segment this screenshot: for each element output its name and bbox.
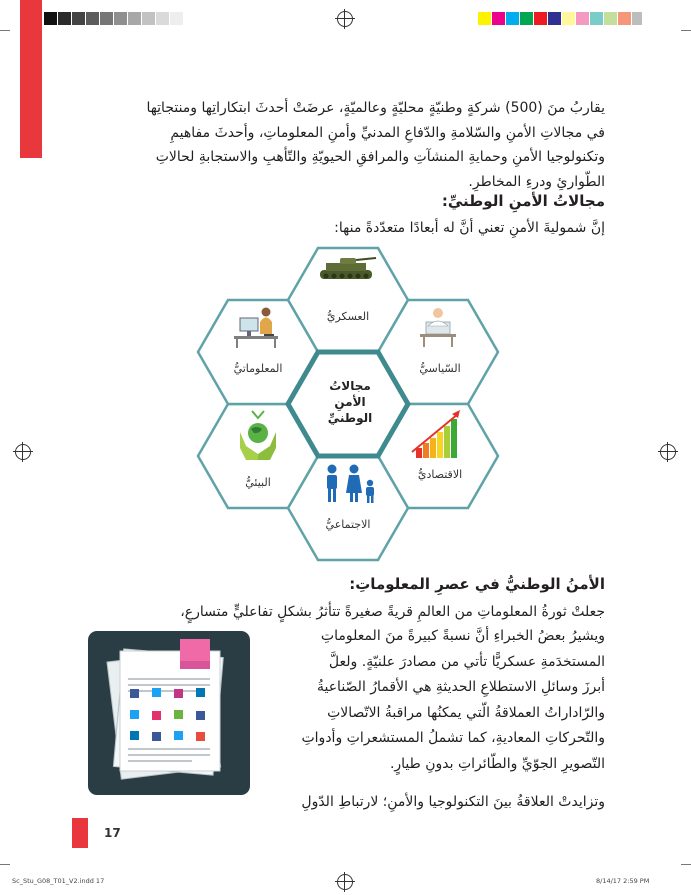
- relation-line: وتزايدتْ العلاقةُ بينَ التكنولوجيا والأمنِ؛ لارتباطِ الدّولِ: [301, 794, 605, 810]
- page-number-accent: [72, 818, 88, 848]
- text-line: والرّاداراتُ العملاقةُ الّتي يمكنُها مراقبةُ الاتّصالاتِ: [327, 704, 605, 721]
- info-age-first-line: جعلتْ ثورةُ المعلوماتِ من العالمِ قريةً صغيرةً تتأثرُ بشكلٍ تفاعليٍّ متسارعٍ،: [180, 604, 605, 620]
- print-slug-datetime: 8/14/17 2:59 PM: [596, 877, 650, 885]
- text-line: ويشيرُ بعضُ الخبراءِ أنَّ نسبةً كبيرةً منَ المعلوماتِ: [320, 628, 605, 644]
- section-heading-domains: مجالاتُ الأمنِ الوطنيِّ:: [441, 192, 605, 210]
- label-military: العسكريُّ: [326, 310, 370, 323]
- info-age-paragraph: [265, 624, 605, 777]
- center-title-line: مجالاتُ: [329, 379, 371, 393]
- text-line: يقاربُ منَ (500) شركةٍ وطنيّةٍ محليّةٍ وعالميّةٍ، عرضَتْ أحدثَ ابتكاراتِها ومنتجاتِها: [146, 100, 605, 116]
- page-number: 17: [104, 826, 121, 840]
- social-media-documents-illustration: [88, 631, 250, 795]
- label-political: السّياسيُّ: [419, 362, 461, 375]
- text-line: التّصويرِ الجوّيِّ والطّائراتِ بدونِ طيارٍ.: [389, 755, 605, 772]
- text-line: أبرزَ وسائلِ الاستطلاعِ الحديثةِ هي الأقمارُ الصّناعيةُ: [316, 679, 605, 695]
- print-slug-file: Sc_Stu_G08_T01_V2.indd 17: [12, 877, 105, 885]
- label-economic: الاقتصاديُّ: [417, 468, 463, 481]
- text-line: والتّحركاتِ المعاديةِ، كما تشملُ المستشعراتِ وأدواتِ: [301, 730, 605, 746]
- section-heading-info-age: الأمنُ الوطنيُّ في عصرِ المعلوماتِ:: [349, 575, 605, 593]
- center-title-line: الأمنِ: [334, 395, 366, 409]
- text-line: الطّوارئِ ودرءِ المخاطرِ.: [468, 173, 605, 190]
- label-social: الاجتماعيُّ: [325, 518, 371, 531]
- text-line: وتكنولوجيا الأمنِ وحمايةِ المنشآتِ والمرافقِ الحيويّةِ والتّأهبِ والاستجابةِ لحالاتِ: [155, 149, 605, 165]
- label-environmental: البيئيُّ: [245, 476, 271, 489]
- diagram-center-title: [300, 378, 400, 426]
- center-title-line: الوطنيِّ: [327, 411, 373, 425]
- domains-intro-text: إنَّ شموليةَ الأمنِ تعني أنَّ له أبعادًا متعدّدةً منها:: [334, 220, 605, 236]
- label-informational: المعلوماتيُّ: [233, 362, 283, 375]
- text-line: المستخدَمةِ عسكريًّا تأتي من مصادرَ علنيّةٍ. ولعلَّ: [328, 653, 605, 670]
- text-line: في مجالاتِ الأمنِ والسّلامةِ والدّفاعِ المدنيِّ وأمنِ المعلوماتِ، وأحدثَ مفاهيمِ: [170, 124, 605, 141]
